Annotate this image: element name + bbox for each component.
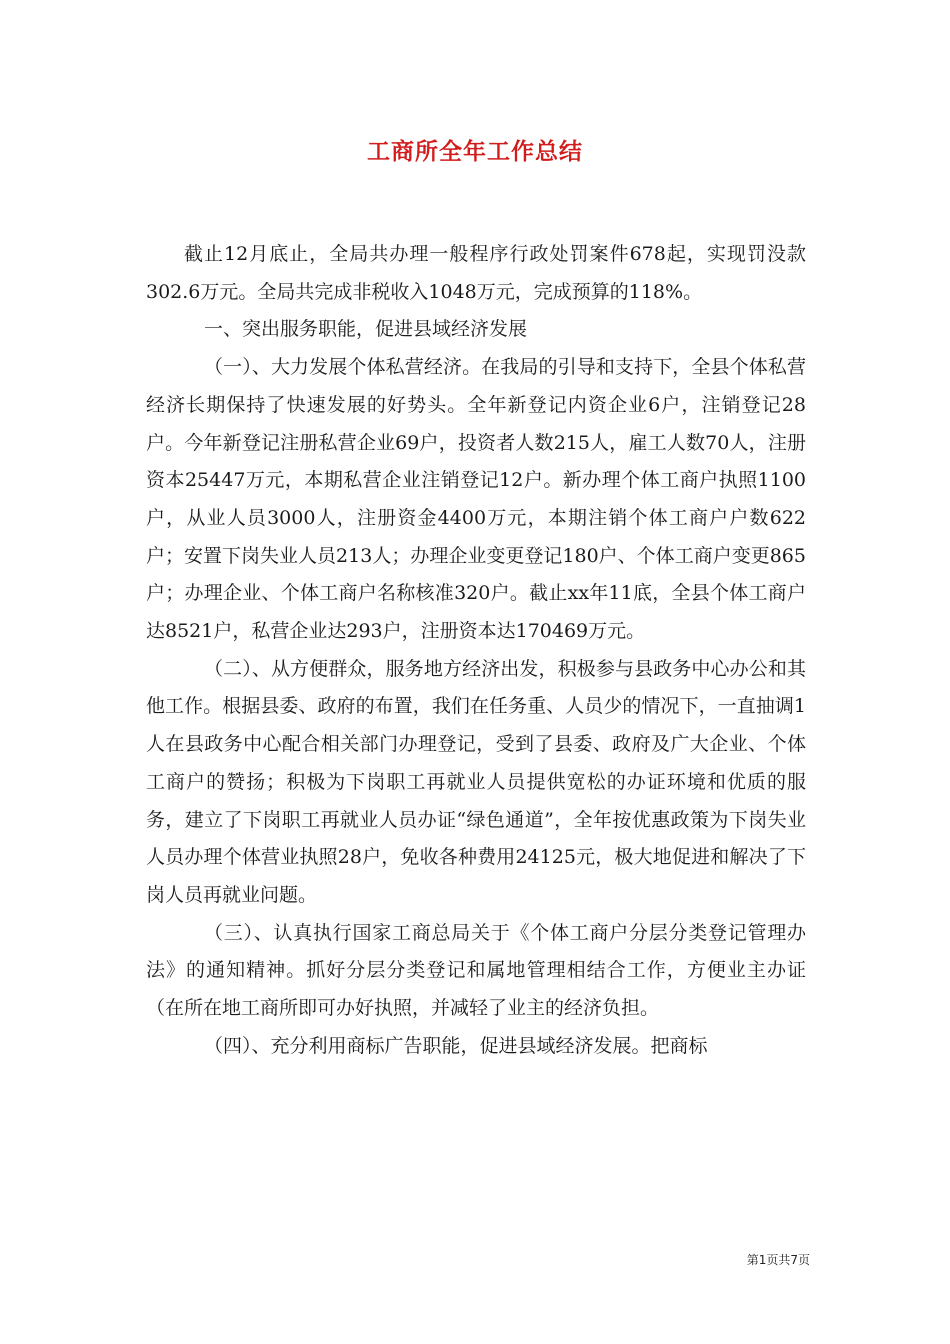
- document-body: [146, 236, 806, 1065]
- page-number: 第1页共7页: [746, 1253, 810, 1267]
- paragraph-item-4: （四）、充分利用商标广告职能，促进县域经济发展。把商标: [204, 1034, 708, 1057]
- section-heading-1: 一、突出服务职能，促进县域经济发展: [204, 318, 528, 341]
- paragraph-item-1: （一）、大力发展个体私营经济。在我局的引导和支持下，全县个体私营经济长期保持了快速发展的好势头。全年新登记内资企业6户，注销登记28户。今年新登记注册私营企业69户，投资者人数215人，雇工人数70人，注册资本25447万元，本期私营企业注销登记12户。新办理个体工商户执照1100户，从业人员3000人，注册资金4400万元，本期注销个体工商户户数622户；安置下岗失业人员213人；办理企业变更登记180户、个体工商户变更865户；办理企业、个体工商户名称核准320户。截止xx年11底，全县个体工商户达8521户，私营企业达293户，注册资本达170469万元。: [146, 356, 806, 643]
- paragraph-item-3: （三）、认真执行国家工商总局关于《个体工商户分层分类登记管理办法》的通知精神。抓好分层分类登记和属地管理相结合工作，方便业主办证（在所在地工商所即可办好执照，并减轻了业主的经济负担。: [146, 921, 806, 1020]
- page-title: 工商所全年工作总结: [367, 138, 583, 165]
- paragraph-item-2: （二）、从方便群众，服务地方经济出发，积极参与县政务中心办公和其他工作。根据县委、政府的布置，我们在任务重、人员少的情况下，一直抽调1人在县政务中心配合相关部门办理登记，受到了县委、政府及广大企业、个体工商户的赞扬；积极为下岗职工再就业人员提供宽松的办证环境和优质的服务，建立了下岗职工再就业人员办证“绿色通道”，全年按优惠政策为下岗失业人员办理个体营业执照28户，免收各种费用24125元，极大地促进和解决了下岗人员再就业问题。: [146, 657, 806, 906]
- page-footer: [690, 1251, 810, 1268]
- paragraph-summary: 截止12月底止，全局共办理一般程序行政处罚案件678起，实现罚没款302.6万元。全局共完成非税收入1048万元，完成预算的118%。: [146, 243, 806, 303]
